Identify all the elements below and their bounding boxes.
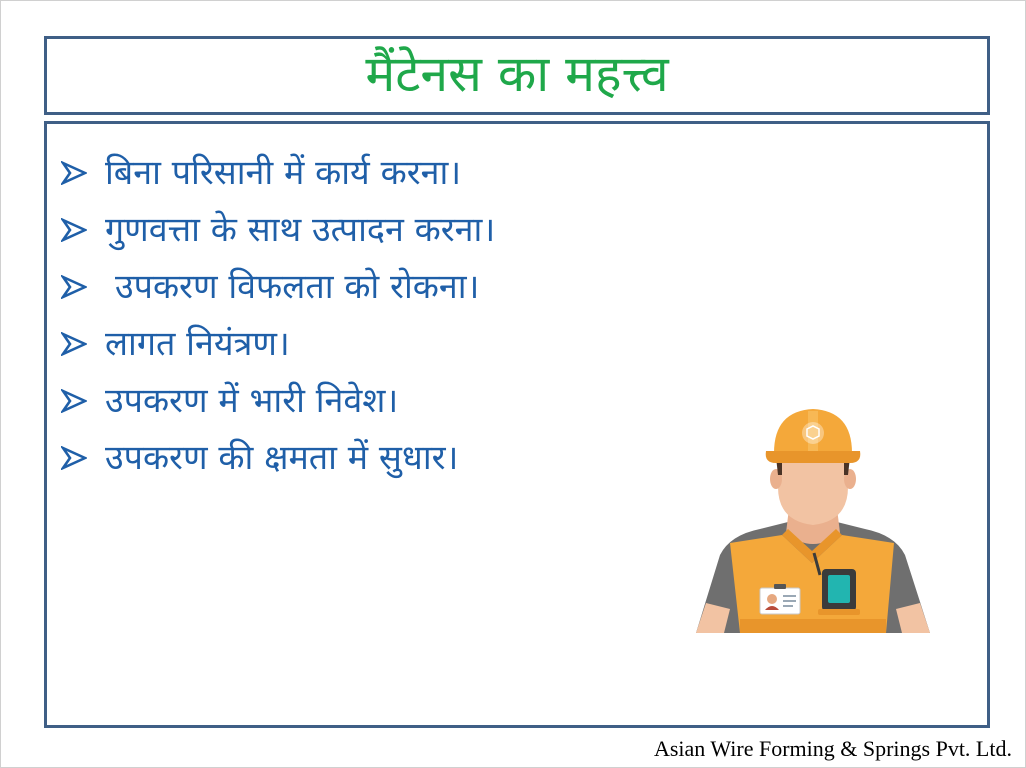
list-item (61, 201, 495, 258)
arrowhead-bullet-icon (61, 386, 91, 416)
list-item (61, 429, 495, 486)
list-item (61, 144, 495, 201)
bullet-text: लागत नियंत्रण। (105, 323, 290, 364)
arrowhead-bullet-icon (61, 329, 91, 359)
footer-company-name: Asian Wire Forming & Springs Pvt. Ltd. (653, 736, 1012, 761)
arrowhead-bullet-icon (61, 158, 91, 188)
bullet-text: उपकरण में भारी निवेश। (105, 380, 399, 421)
list-item (61, 315, 495, 372)
arrowhead-bullet-icon (61, 443, 91, 473)
bullet-text: बिना परिसानी में कार्य करना। (105, 152, 462, 193)
slide-title: मैंटेनस का महत्त्व (365, 44, 669, 103)
bullet-text: उपकरण विफलता को रोकना। (115, 266, 480, 307)
construction-worker-illustration (690, 405, 935, 637)
bullet-text: गुणवत्ता के साथ उत्पादन करना। (105, 209, 496, 250)
list-item (61, 258, 495, 315)
title-box (44, 36, 990, 115)
arrowhead-bullet-icon (61, 215, 91, 245)
bullet-text: उपकरण की क्षमता में सुधार। (105, 437, 459, 478)
bullet-list (61, 144, 495, 486)
list-item (61, 372, 495, 429)
arrowhead-bullet-icon (61, 272, 91, 302)
